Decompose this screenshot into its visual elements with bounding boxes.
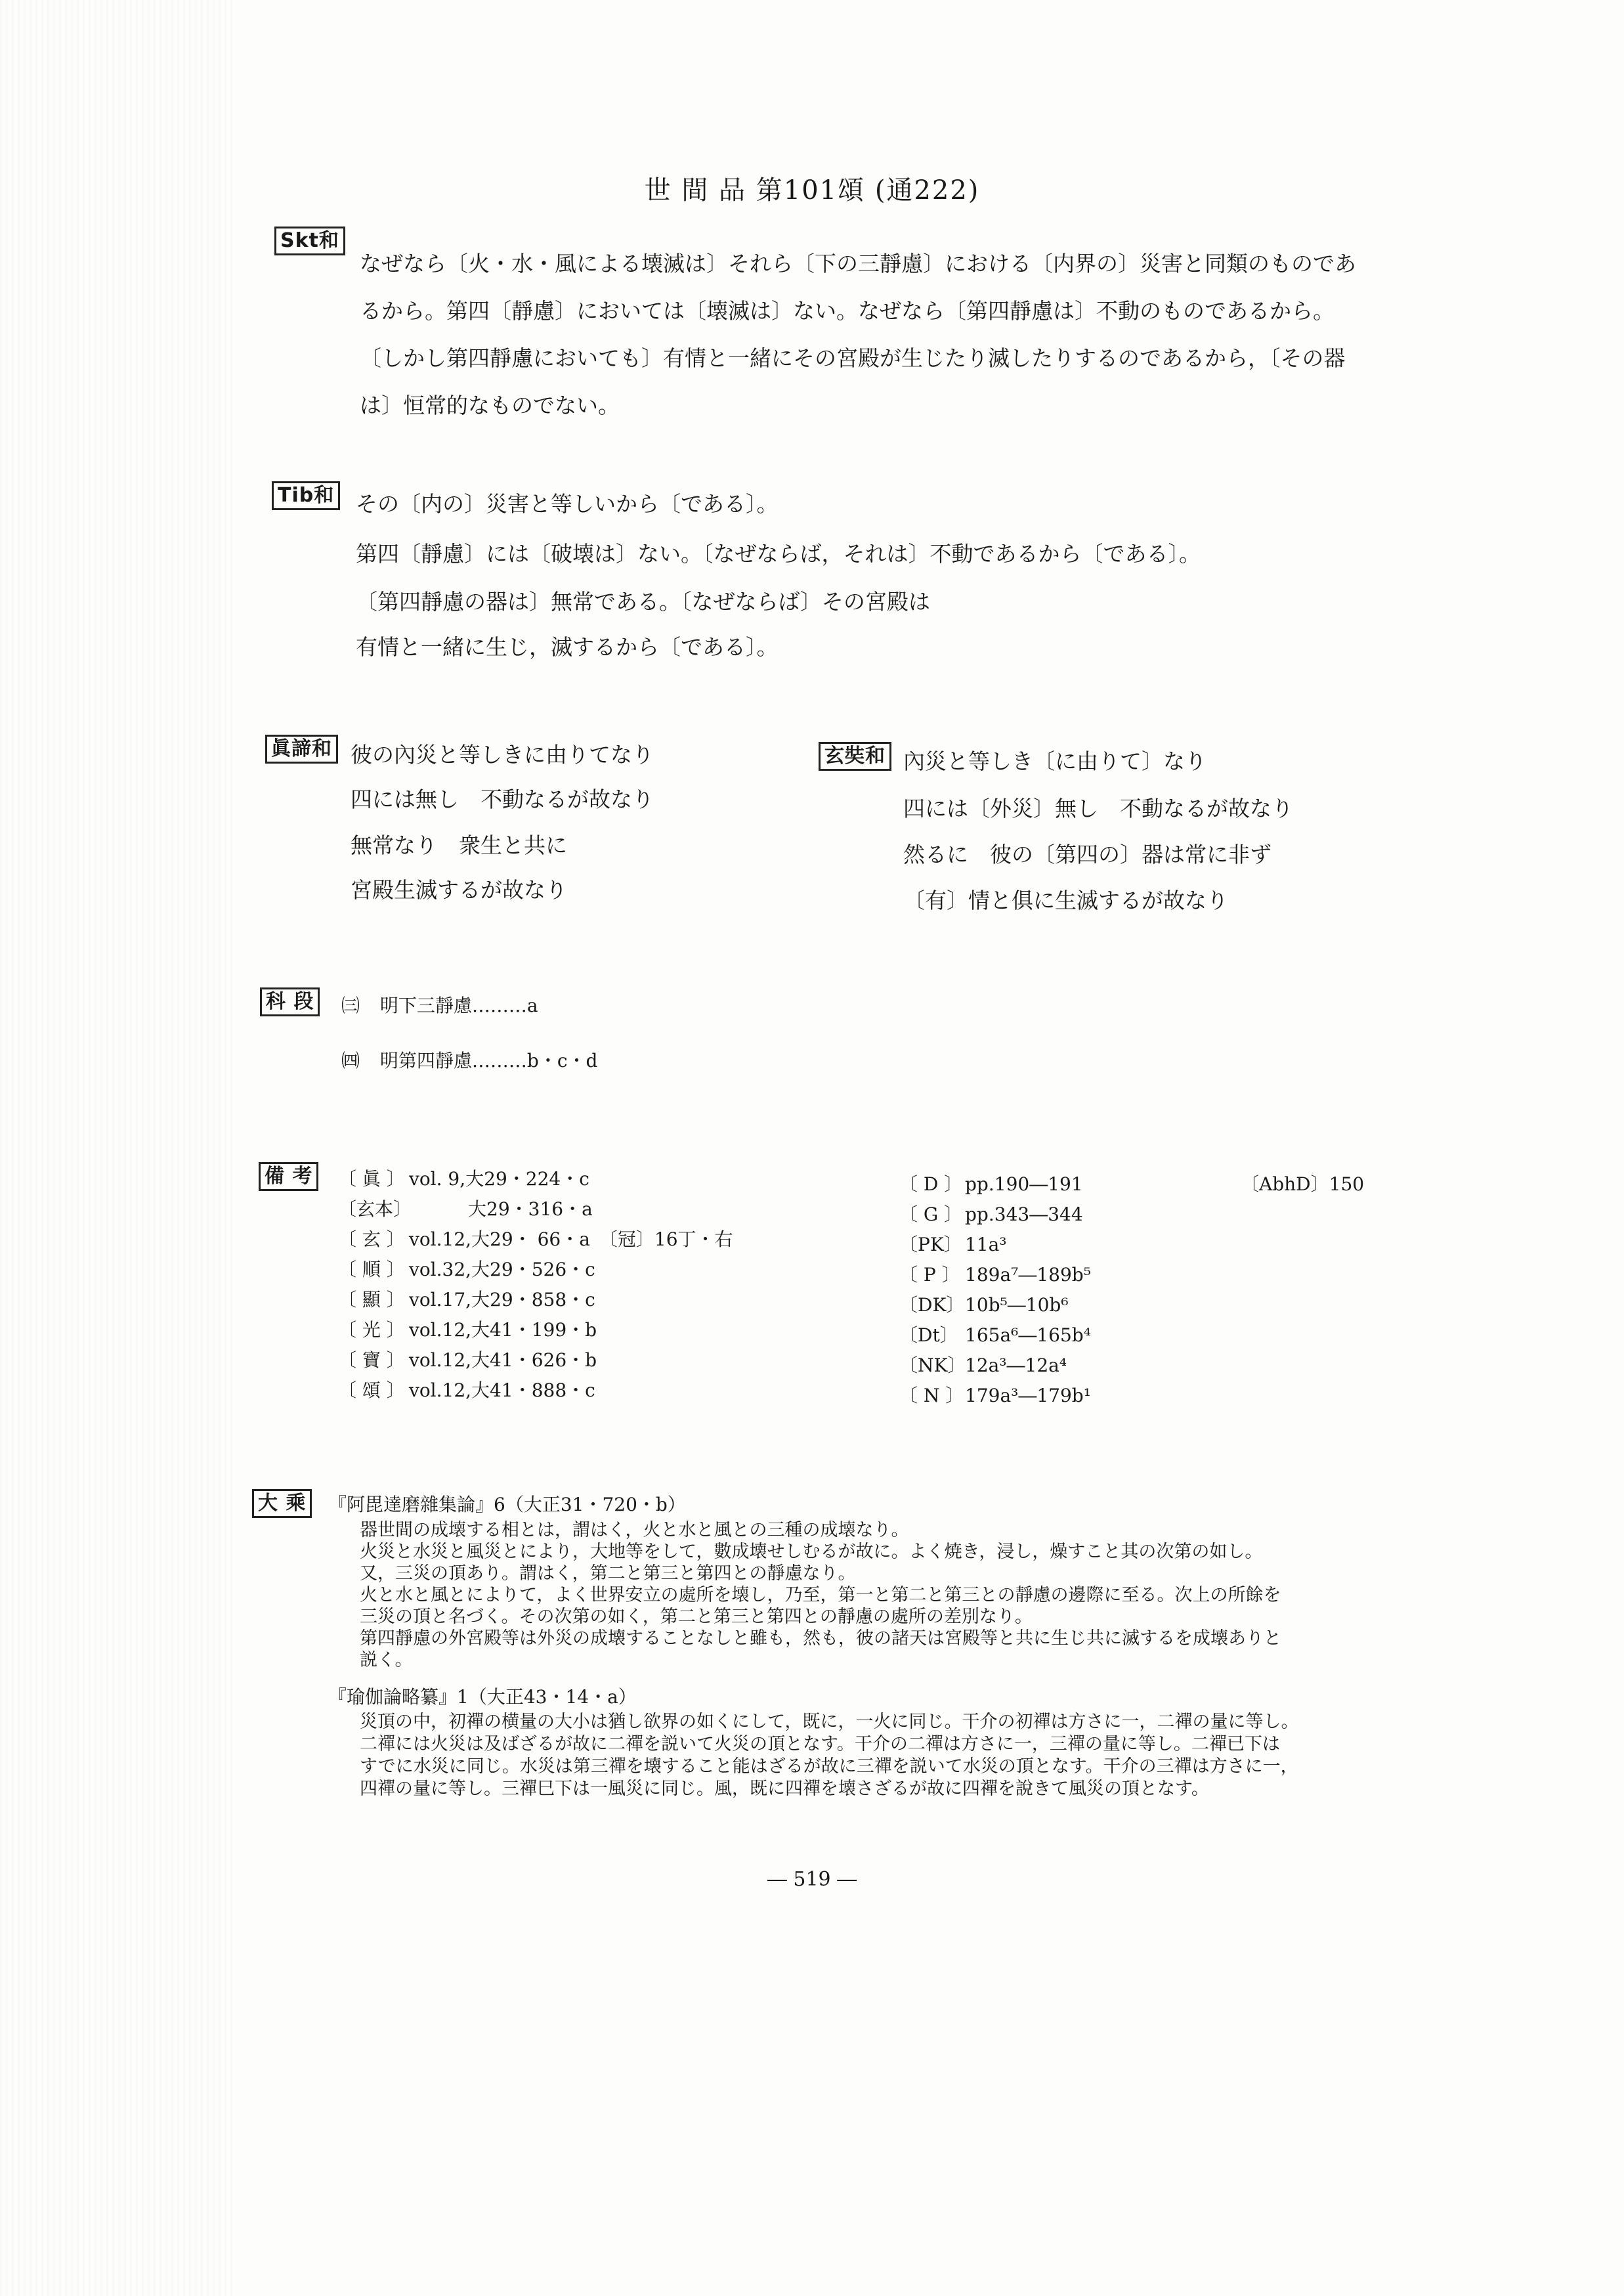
daijo-ref-2: 『瑜伽論略纂』1（大正43・14・a） bbox=[328, 1686, 637, 1708]
daijo-tag: 大 乘 bbox=[252, 1489, 312, 1518]
biko-right-row: 〔NK〕12a³―12a⁴ bbox=[899, 1354, 1067, 1376]
biko-left-row: 〔 玄 〕 vol.12,大29・ 66・a 〔冠〕16丁・右 bbox=[338, 1228, 733, 1250]
kadan-item-1 bbox=[341, 991, 538, 1018]
daijo-line: 火災と水災と風災とにより，大地等をして，數成壊せしむるが故に。よく焼き，浸し，燥すこと其の次第の如し。 bbox=[360, 1542, 1263, 1562]
shinde-section bbox=[265, 735, 338, 764]
daijo-line: 説く。 bbox=[360, 1650, 413, 1670]
tib-line-4: 有情と一緒に生じ，滅するから〔である〕。 bbox=[356, 634, 779, 660]
biko-section bbox=[259, 1162, 318, 1191]
kadan-section bbox=[260, 987, 320, 1016]
biko-tag: 備 考 bbox=[259, 1162, 318, 1191]
shinde-line-3: 無常なり 衆生と共に bbox=[351, 833, 567, 858]
daijo-line: 火と水と風とによりて，よく世界安立の處所を壊し，乃至，第一と第二と第三との靜慮の邊際に至る。次上の所餘を bbox=[360, 1585, 1281, 1605]
biko-left-row: 〔 寶 〕 vol.12,大41・626・b bbox=[338, 1349, 597, 1371]
skt-section bbox=[274, 227, 345, 255]
daijo-line: 災頂の中，初禪の横量の大小は猶し欲界の如くにして，既に，一火に同じ。干介の初禪は方さに一，二禪の量に等し。 bbox=[360, 1712, 1299, 1732]
kadan-mark: ㈣ bbox=[341, 1050, 360, 1072]
shinde-line-4: 宮殿生滅するが故なり bbox=[351, 877, 567, 903]
kadan-tag: 科 段 bbox=[260, 987, 320, 1016]
kadan-text: 明下三靜慮………a bbox=[379, 995, 538, 1016]
shinde-line-2: 四には無し 不動なるが故なり bbox=[351, 787, 654, 812]
biko-right-row: 〔DK〕10b⁵―10b⁶ bbox=[899, 1294, 1069, 1316]
biko-right-row: 〔 N 〕179a³―179b¹ bbox=[899, 1385, 1091, 1406]
biko-abhd: 〔AbhD〕150 bbox=[1241, 1173, 1365, 1195]
biko-right-row: 〔PK〕 11a³ bbox=[899, 1234, 1007, 1255]
daijo-line: 二禪には火災は及ばざるが故に二禪を説いて火災の頂となす。干介の二禪は方さに一，三禪の量に等し。二禪已下は bbox=[360, 1734, 1280, 1754]
page-title: 世 間 品 第101頌 (通222) bbox=[644, 175, 980, 206]
genjo-line-4: 〔有〕情と俱に生滅するが故なり bbox=[903, 888, 1228, 913]
tib-line-2: 第四〔靜慮〕には〔破壊は〕ない。〔なぜならば，それは〕不動であるから〔である〕。 bbox=[356, 541, 1201, 567]
kadan-item-2 bbox=[341, 1047, 597, 1073]
kadan-text: 明第四靜慮………b・c・d bbox=[379, 1050, 598, 1072]
biko-left-row: 〔 順 〕 vol.32,大29・526・c bbox=[338, 1259, 595, 1280]
daijo-line: 器世間の成壊する相とは，謂はく，火と水と風との三種の成壊なり。 bbox=[360, 1520, 909, 1540]
skt-line-4: は〕恒常的なものでない。 bbox=[360, 393, 620, 418]
biko-right-list bbox=[899, 1170, 1091, 1412]
biko-left-row: 〔 光 〕 vol.12,大41・199・b bbox=[338, 1319, 597, 1341]
skt-line-1: なぜなら〔火・水・風による壊滅は〕それら〔下の三靜慮〕における〔内界の〕災害と同類のものであ bbox=[360, 251, 1356, 276]
genjo-line-1: 內災と等しき〔に由りて〕なり bbox=[903, 748, 1207, 774]
daijo-line: 第四靜慮の外宮殿等は外災の成壊することなしと雖も，然も，彼の諸天は宮殿等と共に生じ共に滅するを成壊ありと bbox=[360, 1628, 1281, 1649]
tib-line-3: 〔第四靜慮の器は〕無常である。〔なぜならば〕その宮殿は bbox=[356, 589, 930, 615]
skt-tag: Skt和 bbox=[274, 227, 345, 255]
page-number: ― 519 ― bbox=[767, 1868, 857, 1891]
daijo-line: 三災の頂と名づく。その次第の如く，第二と第三と第四との靜慮の處所の差別なり。 bbox=[360, 1607, 1033, 1627]
skt-line-2: るから。第四〔靜慮〕においては〔壊滅は〕ない。なぜなら〔第四靜慮は〕不動のものであるから。 bbox=[360, 298, 1335, 324]
biko-right-row: 〔 D 〕 pp.190―191 bbox=[899, 1173, 1083, 1195]
genjo-line-2: 四には〔外災〕無し 不動なるが故なり bbox=[903, 796, 1293, 821]
daijo-line: 又，三災の頂あり。謂はく，第二と第三と第四との靜慮なり。 bbox=[360, 1563, 856, 1584]
daijo-line: 四禪の量に等し。三禪巳下は一風災に同じ。風，既に四禪を壊さざるが故に四禪を說きて風災の頂となす。 bbox=[360, 1779, 1209, 1799]
biko-left-row: 〔 眞 〕 vol. 9,大29・224・c bbox=[338, 1168, 589, 1190]
biko-right-row: 〔 G 〕 pp.343―344 bbox=[899, 1203, 1083, 1225]
daijo-para-2 bbox=[360, 1707, 1299, 1799]
tib-tag: Tib和 bbox=[272, 481, 340, 510]
biko-left-row: 〔玄本〕 大29・316・a bbox=[338, 1198, 593, 1220]
genjo-line-3: 然るに 彼の〔第四の〕器は常に非ず bbox=[903, 842, 1271, 867]
genjo-tag: 玄奘和 bbox=[819, 742, 891, 771]
daijo-line: すでに水災に同じ。水災は第三禪を壊すること能はざるが故に三禪を説いて水災の頂となす。干介の三禪は方さに一， bbox=[360, 1756, 1298, 1777]
kadan-mark: ㈢ bbox=[341, 995, 360, 1016]
scan-noise bbox=[0, 0, 236, 2296]
shinde-tag: 眞諦和 bbox=[265, 735, 338, 764]
daijo-ref-1: 『阿毘達磨雜集論』6（大正31・720・b） bbox=[328, 1494, 686, 1515]
tib-section bbox=[272, 481, 340, 510]
skt-line-3: 〔しかし第四靜慮においても〕有情と一緒にその宮殿が生じたり滅したりするのであるから，〔その器 bbox=[360, 345, 1346, 371]
biko-left-row: 〔 頌 〕 vol.12,大41・888・c bbox=[338, 1379, 595, 1401]
biko-left-list bbox=[338, 1165, 733, 1406]
shinde-line-1: 彼の內災と等しきに由りてなり bbox=[351, 742, 654, 768]
genjo-section bbox=[819, 742, 891, 771]
biko-left-row: 〔 顯 〕 vol.17,大29・858・c bbox=[338, 1289, 595, 1310]
biko-right-row: 〔 P 〕 189a⁷―189b⁵ bbox=[899, 1264, 1091, 1286]
biko-right-row: 〔Dt〕 165a⁶―165b⁴ bbox=[899, 1324, 1091, 1346]
tib-line-1: その〔内の〕災害と等しいから〔である〕。 bbox=[356, 491, 779, 517]
daijo-section bbox=[252, 1489, 312, 1518]
daijo-para-1 bbox=[360, 1515, 1281, 1670]
